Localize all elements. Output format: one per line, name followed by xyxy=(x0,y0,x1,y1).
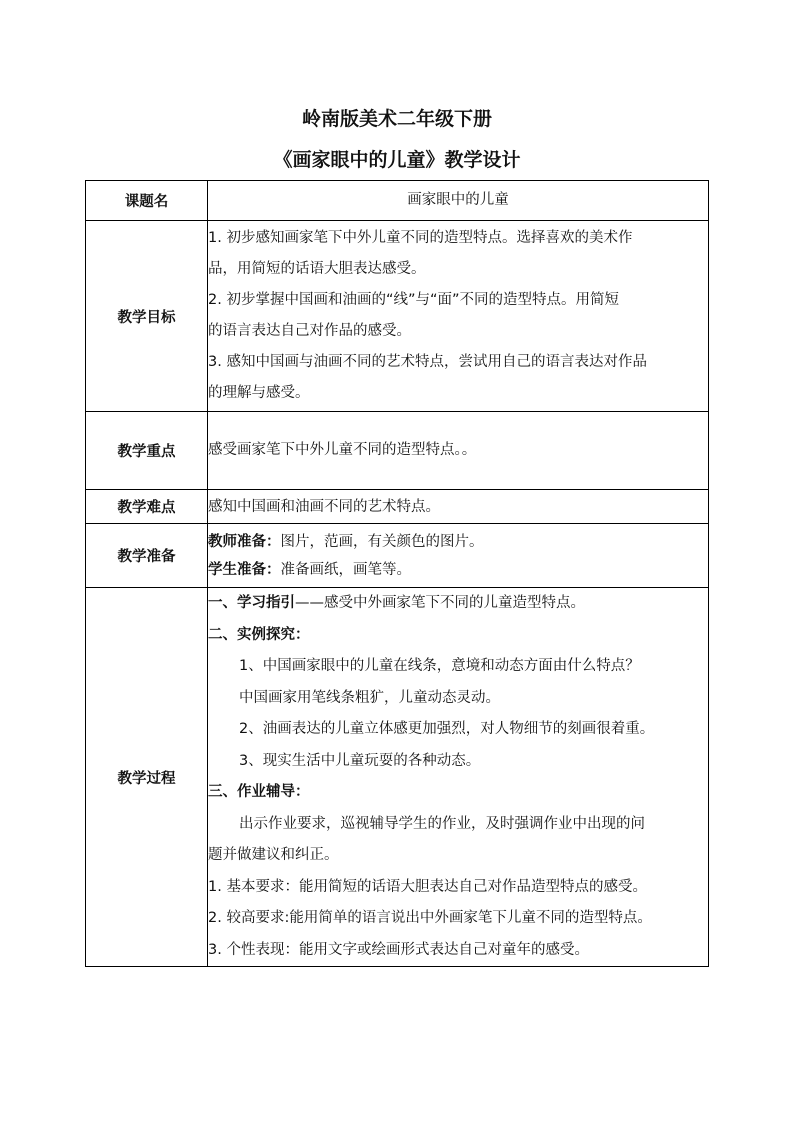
value-key: 感受画家笔下中外儿童不同的造型特点。。 xyxy=(208,412,709,490)
section-3-heading: 三、作业辅导： xyxy=(208,784,310,800)
section-2-item: 2、油画表达的儿童立体感更加强烈，对人物细节的刻画很着重。 xyxy=(239,721,655,737)
label-prep: 教学准备 xyxy=(86,524,208,588)
row-difficulty xyxy=(86,490,709,524)
teacher-prep-label: 教师准备： xyxy=(208,533,281,550)
section-3-item: 2. 较高要求:能用简单的语言说出中外画家笔下儿童不同的造型特点。 xyxy=(208,910,652,926)
section-2-heading: 二、实例探究： xyxy=(208,626,310,643)
row-process xyxy=(86,588,709,967)
teacher-prep-value: 图片，范画，有关颜色的图片。 xyxy=(280,533,484,550)
goal-line: 的理解与感受。 xyxy=(208,385,310,401)
row-goals xyxy=(86,221,709,412)
section-1 xyxy=(208,588,708,620)
section-3-item: 3. 个性表现：能用文字或绘画形式表达自己对童年的感受。 xyxy=(208,941,589,958)
label-goals: 教学目标 xyxy=(86,221,208,412)
teacher-prep xyxy=(208,528,708,556)
student-prep-value: 准备画纸，画笔等。 xyxy=(280,561,411,578)
section-3-item: 1. 基本要求：能用简短的话语大胆表达自己对作品造型特点的感受。 xyxy=(208,878,647,895)
document-title: 岭南版美术二年级下册 xyxy=(301,108,492,130)
value-topic: 画家眼中的儿童 xyxy=(208,181,709,221)
section-1-text: ——感受中外画家笔下不同的儿童造型特点。 xyxy=(295,595,585,611)
label-topic: 课题名 xyxy=(86,181,208,221)
section-2-item: 1、中国画家眼中的儿童在线条，意境和动态方面由什么特点？ xyxy=(239,658,640,674)
goal-line: 1. 初步感知画家笔下中外儿童不同的造型特点。选择喜欢的美术作 xyxy=(208,230,633,246)
goal-line: 3. 感知中国画与油画不同的艺术特点，尝试用自己的语言表达对作品 xyxy=(208,354,647,370)
section-3-paragraph-cont: 题并做建议和纠正。 xyxy=(208,847,339,863)
value-prep xyxy=(208,524,709,588)
row-key xyxy=(86,412,709,490)
value-difficulty: 感知中国画和油画不同的艺术特点。 xyxy=(208,490,709,524)
goal-line: 品，用简短的话语大胆表达感受。 xyxy=(208,261,426,277)
goal-line: 2. 初步掌握中国画和油画的“线”与“面”不同的造型特点。用简短 xyxy=(208,292,619,308)
label-process: 教学过程 xyxy=(86,588,208,967)
section-2-item: 中国画家用笔线条粗犷，儿童动态灵动。 xyxy=(239,689,500,706)
lesson-plan-table xyxy=(85,180,709,967)
document-subtitle: 《画家眼中的儿童》教学设计 xyxy=(273,149,521,171)
section-2-item: 3、现实生活中儿童玩耍的各种动态。 xyxy=(239,752,481,769)
section-1-heading: 一、学习指引 xyxy=(208,595,295,611)
label-key: 教学重点 xyxy=(86,412,208,490)
label-difficulty: 教学难点 xyxy=(86,490,208,524)
student-prep-label: 学生准备： xyxy=(208,561,281,578)
value-goals xyxy=(208,221,709,412)
student-prep xyxy=(208,556,708,584)
goal-line: 的语言表达自己对作品的感受。 xyxy=(208,323,411,339)
section-3-paragraph: 出示作业要求，巡视辅导学生的作业，及时强调作业中出现的问 xyxy=(239,815,645,832)
row-topic xyxy=(86,181,709,221)
value-process xyxy=(208,588,709,967)
row-prep xyxy=(86,524,709,588)
